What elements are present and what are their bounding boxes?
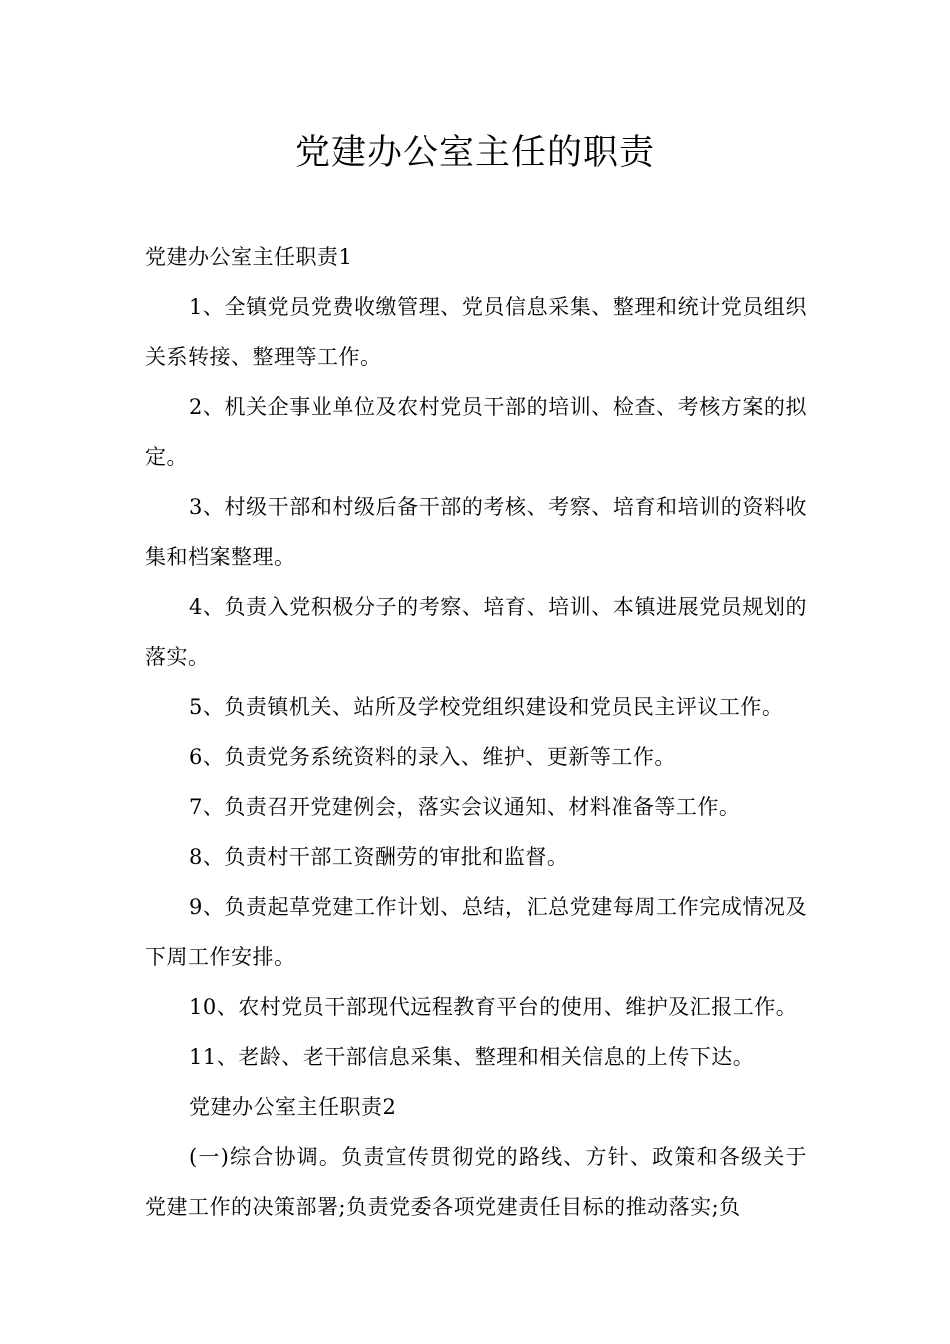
duty-item: 5、负责镇机关、站所及学校党组织建设和党员民主评议工作。 bbox=[189, 695, 784, 719]
document-title: 党建办公室主任的职责 bbox=[294, 133, 655, 173]
duty-item: 3、村级干部和村级后备干部的考核、考察、培育和培训的资料收集和档案整理。 bbox=[145, 495, 807, 569]
duty-item: 2、机关企事业单位及农村党员干部的培训、检查、考核方案的拟定。 bbox=[145, 395, 807, 469]
duty-item: 10、农村党员干部现代远程教育平台的使用、维护及汇报工作。 bbox=[189, 995, 798, 1019]
duty-item: 7、负责召开党建例会，落实会议通知、材料准备等工作。 bbox=[189, 795, 741, 819]
document-body bbox=[145, 232, 807, 1232]
section-heading: 党建办公室主任职责1 bbox=[145, 245, 353, 269]
duty-item: (一)综合协调。负责宣传贯彻党的路线、方针、政策和各级关于党建工作的决策部署;负责党委各项党建责任目标的推动落实;负 bbox=[145, 1145, 807, 1219]
duty-item: 8、负责村干部工资酬劳的审批和监督。 bbox=[189, 845, 569, 869]
duty-item: 11、老龄、老干部信息采集、整理和相关信息的上传下达。 bbox=[189, 1045, 755, 1069]
duty-item: 6、负责党务系统资料的录入、维护、更新等工作。 bbox=[189, 745, 676, 769]
section-heading: 党建办公室主任职责2 bbox=[189, 1095, 397, 1119]
duty-item: 4、负责入党积极分子的考察、培育、培训、本镇进展党员规划的落实。 bbox=[145, 595, 807, 669]
duty-item: 9、负责起草党建工作计划、总结，汇总党建每周工作完成情况及下周工作安排。 bbox=[145, 895, 807, 969]
duty-item: 1、全镇党员党费收缴管理、党员信息采集、整理和统计党员组织关系转接、整理等工作。 bbox=[145, 295, 807, 369]
